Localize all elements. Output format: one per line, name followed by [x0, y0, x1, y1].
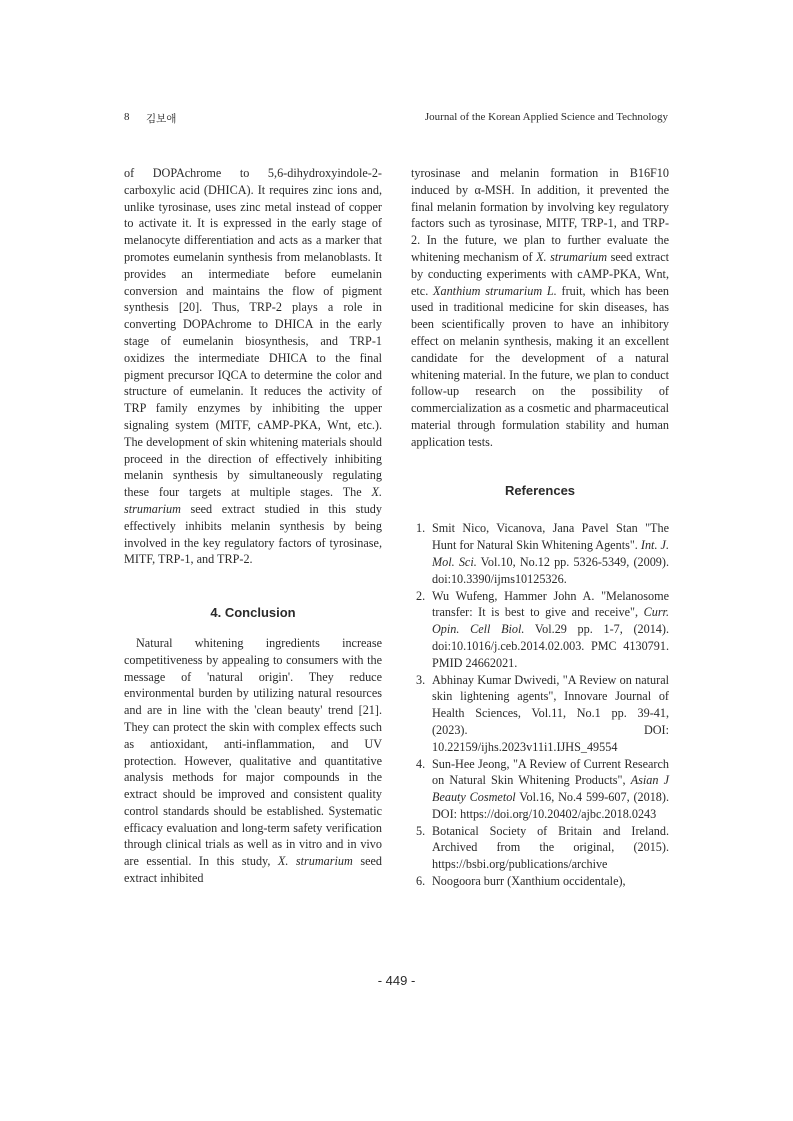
running-header [124, 111, 668, 127]
body-paragraph: of DOPAchrome to 5,6-dihydroxyindole-2-carboxylic acid (DHICA). It requires zinc ions and, unlike tyrosinase, uses zinc metal instead of copper to activate it. It is expressed in the early stage of melanocyte differentiation and acts as a marker that promotes eumelanin synthesis from melanoblasts. It provides an intermediate before eumelanin conversion and maintains the flow of pigment synthesis [20]. Thus, TRP-2 plays a role in converting DOPAchrome to DHICA in the early stage of eumelanin biosynthesis, and TRP-1 oxidizes the intermediate DHICA to the final pigment precursor IQCA to determine the color and structure of eumelanin. It reduces the activity of TRP family enzymes by inhibiting the upper signaling system (MITF, cAMP-PKA, Wnt, etc.). The development of skin whitening materials should proceed in the direction of effectively inhibiting melanin synthesis by simultaneously regulating these four targets at multiple stages. The X. strumarium seed extract studied in this study effectively inhibits melanin synthesis by being involved in the key regulatory factors of tyrosinase, MITF, TRP-1, and TRP-2. [124, 166, 382, 567]
species-name: X. strumarium [277, 854, 353, 869]
page-footer: - 449 - [377, 973, 416, 988]
body-paragraph: tyrosinase and melanin formation in B16F10 induced by α-MSH. In addition, it prevented the final melanin formation by involving key regulatory factors such as tyrosinase, MITF, TRP-1, and TRP-2. In the future, we plan to further evaluate the whitening mechanism of X. strumarium seed extract by conducting experiments with cAMP-PKA, Wnt, etc. Xanthium strumarium L. fruit, which has been used in traditional medicine for skin diseases, has been scientifically proven to have an inhibitory effect on melanin synthesis, making it an excellent candidate for the development of a natural whitening material. In the future, we plan to conduct follow-up research on the possibility of commercialization as a cosmetic and pharmaceutical material through formulation stability and human application tests. [411, 166, 670, 449]
left-column [124, 165, 382, 887]
reference-item: 4. Sun-Hee Jeong, "A Review of Current Research on Natural Skin Whitening Products", Asian J Beauty Cosmetol Vol.16, No.4 599-607, (2018). DOI: https://doi.org/10.20402/ajbc.2018.0243 [416, 756, 669, 821]
reference-item: 5. Botanical Society of Britain and Ireland. Archived from the original, (2015). https://bsbi.org/publications/archive [416, 823, 669, 872]
right-column [411, 165, 669, 890]
page-number: 8 [124, 111, 130, 123]
references-heading: References [504, 482, 576, 498]
reference-item: 1. Smit Nico, Vicanova, Jana Pavel Stan "The Hunt for Natural Skin Whitening Agents". Int. J. Mol. Sci. Vol.10, No.12 pp. 5326-5349, (2009). doi:10.3390/ijms10125326. [416, 521, 669, 586]
species-name: X. strumarium [124, 485, 382, 516]
conclusion-paragraph: Natural whitening ingredients increase competitiveness by appealing to consumers with the message of 'natural origin'. They reduce environmental burden by utilizing natural resources and are in line with the 'clean beauty' trend [21]. They can protect the skin with complex effects such as antioxidant, anti-inflammation, and UV protection. However, qualitative and quantitative analysis methods for major compounds in the extract should be improved and consistent quality control standards should be established. Systematic efficacy evaluation and long-term safety verification through clinical trials as well as in vitro and in vivo are essential. In this study, X. strumarium seed extract inhibited [124, 635, 382, 886]
conclusion-heading: 4. Conclusion [210, 605, 296, 621]
species-name: Xanthium strumarium L. [433, 283, 557, 298]
reference-item: 6. Noogoora burr (Xanthium occidentale), [416, 874, 626, 889]
author-name: 김보애 [146, 113, 177, 125]
journal-title: Journal of the Korean Applied Science and Technology [424, 111, 668, 123]
reference-item: 2. Wu Wufeng, Hammer John A. "Melanosome transfer: It is best to give and receive", Curr. Opin. Cell Biol. Vol.29 pp. 1-7, (2014). doi:10.1016/j.ceb.2014.02.003. PMC 4130791. PMID 24662021. [416, 588, 669, 670]
species-name: X. strumarium [536, 249, 608, 264]
reference-list [411, 520, 669, 890]
reference-item: 3. Abhinay Kumar Dwivedi, "A Review on natural skin lightening agents", Innovare Journal of Health Sciences, Vol.11, No.1 pp. 39-41, (2023). DOI: 10.22159/ijhs.2023v11i1.IJHS_49554 [416, 672, 669, 754]
